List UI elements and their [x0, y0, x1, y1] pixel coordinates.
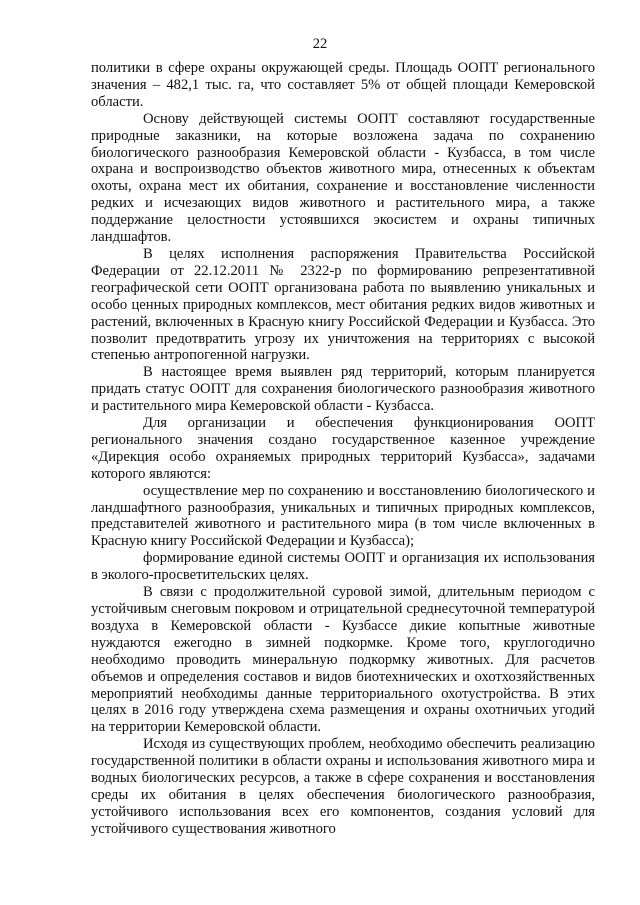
paragraph-3: В целях исполнения распоряжения Правительства Российской Федерации от 22.12.2011 № 2322-р по формированию репрезентативной географической сети ООПТ организована работа по выявлению уникальных и особо ценных природных комплексов, мест обитания редких видов животных и растений, включенных в Красную книгу Российской Федерации и Кузбасса. Это позволит предотвратить угрозу их уничтожения на территориях с высокой степенью антропогенной нагрузки.: [91, 245, 595, 364]
paragraph-5: Для организации и обеспечения функционирования ООПТ регионального значения создано государственное казенное учреждение «Дирекция особо охраняемых природных территорий Кузбасса», задачами которого являются:: [91, 415, 595, 482]
paragraph-1: политики в сфере охраны окружающей среды. Площадь ООПТ регионального значения – 482,1 тыс. га, что составляет 5% от общей площади Кемеровской области.: [91, 60, 595, 110]
page-number: 22: [312, 36, 328, 52]
paragraph-8: В связи с продолжительной суровой зимой, длительным периодом с устойчивым снеговым покровом и отрицательной среднесуточной температурой воздуха в Кемеровской области - Кузбассе дикие копытные животные нуждаются ежегодно в зимней подкормке. Кроме того, круглогодично необходимо проводить минеральную подкормку животных. Для расчетов объемов и определения составов и видов биотехнических и охотхозяйственных мероприятий необходимы данные территориального охотустройства. В этих целях в 2016 году утверждена схема размещения и охраны охотничьих угодий на территории Кемеровской области.: [91, 584, 595, 736]
body-text: [91, 60, 595, 838]
paragraph-9: Исходя из существующих проблем, необходимо обеспечить реализацию государственной политики в области охраны и использования животного мира и водных биологических ресурсов, а также в сфере сохранения и восстановления среды их обитания в целях обеспечения биологического разнообразия, устойчивого использования всех его компонентов, создания условий для устойчивого существования животного: [91, 736, 595, 837]
paragraph-7: формирование единой системы ООПТ и организация их использования в эколого-просветительских целях.: [91, 550, 595, 584]
paragraph-6: осуществление мер по сохранению и восстановлению биологического и ландшафтного разнообразия, уникальных и типичных природных комплексов, представителей животного и растительного мира (в том числе включенных в Красную книгу Российской Федерации и Кузбасса);: [91, 482, 595, 550]
paragraph-2: Основу действующей системы ООПТ составляют государственные природные заказники, на которые возложена задача по сохранению биологического разнообразия Кемеровской области - Кузбасса, в том числе охрана и воспроизводство объектов животного мира, отнесенных к объектам охоты, охрана мест их обитания, сохранение и восстановление численности редких и исчезающих видов животного и растительного мира, а также поддержание целостности устоявшихся экосистем и охраны типичных ландшафтов.: [91, 110, 595, 246]
paragraph-4: В настоящее время выявлен ряд территорий, которым планируется придать статус ООПТ для сохранения биологического разнообразия животного и растительного мира Кемеровской области - Кузбасса.: [91, 364, 595, 415]
